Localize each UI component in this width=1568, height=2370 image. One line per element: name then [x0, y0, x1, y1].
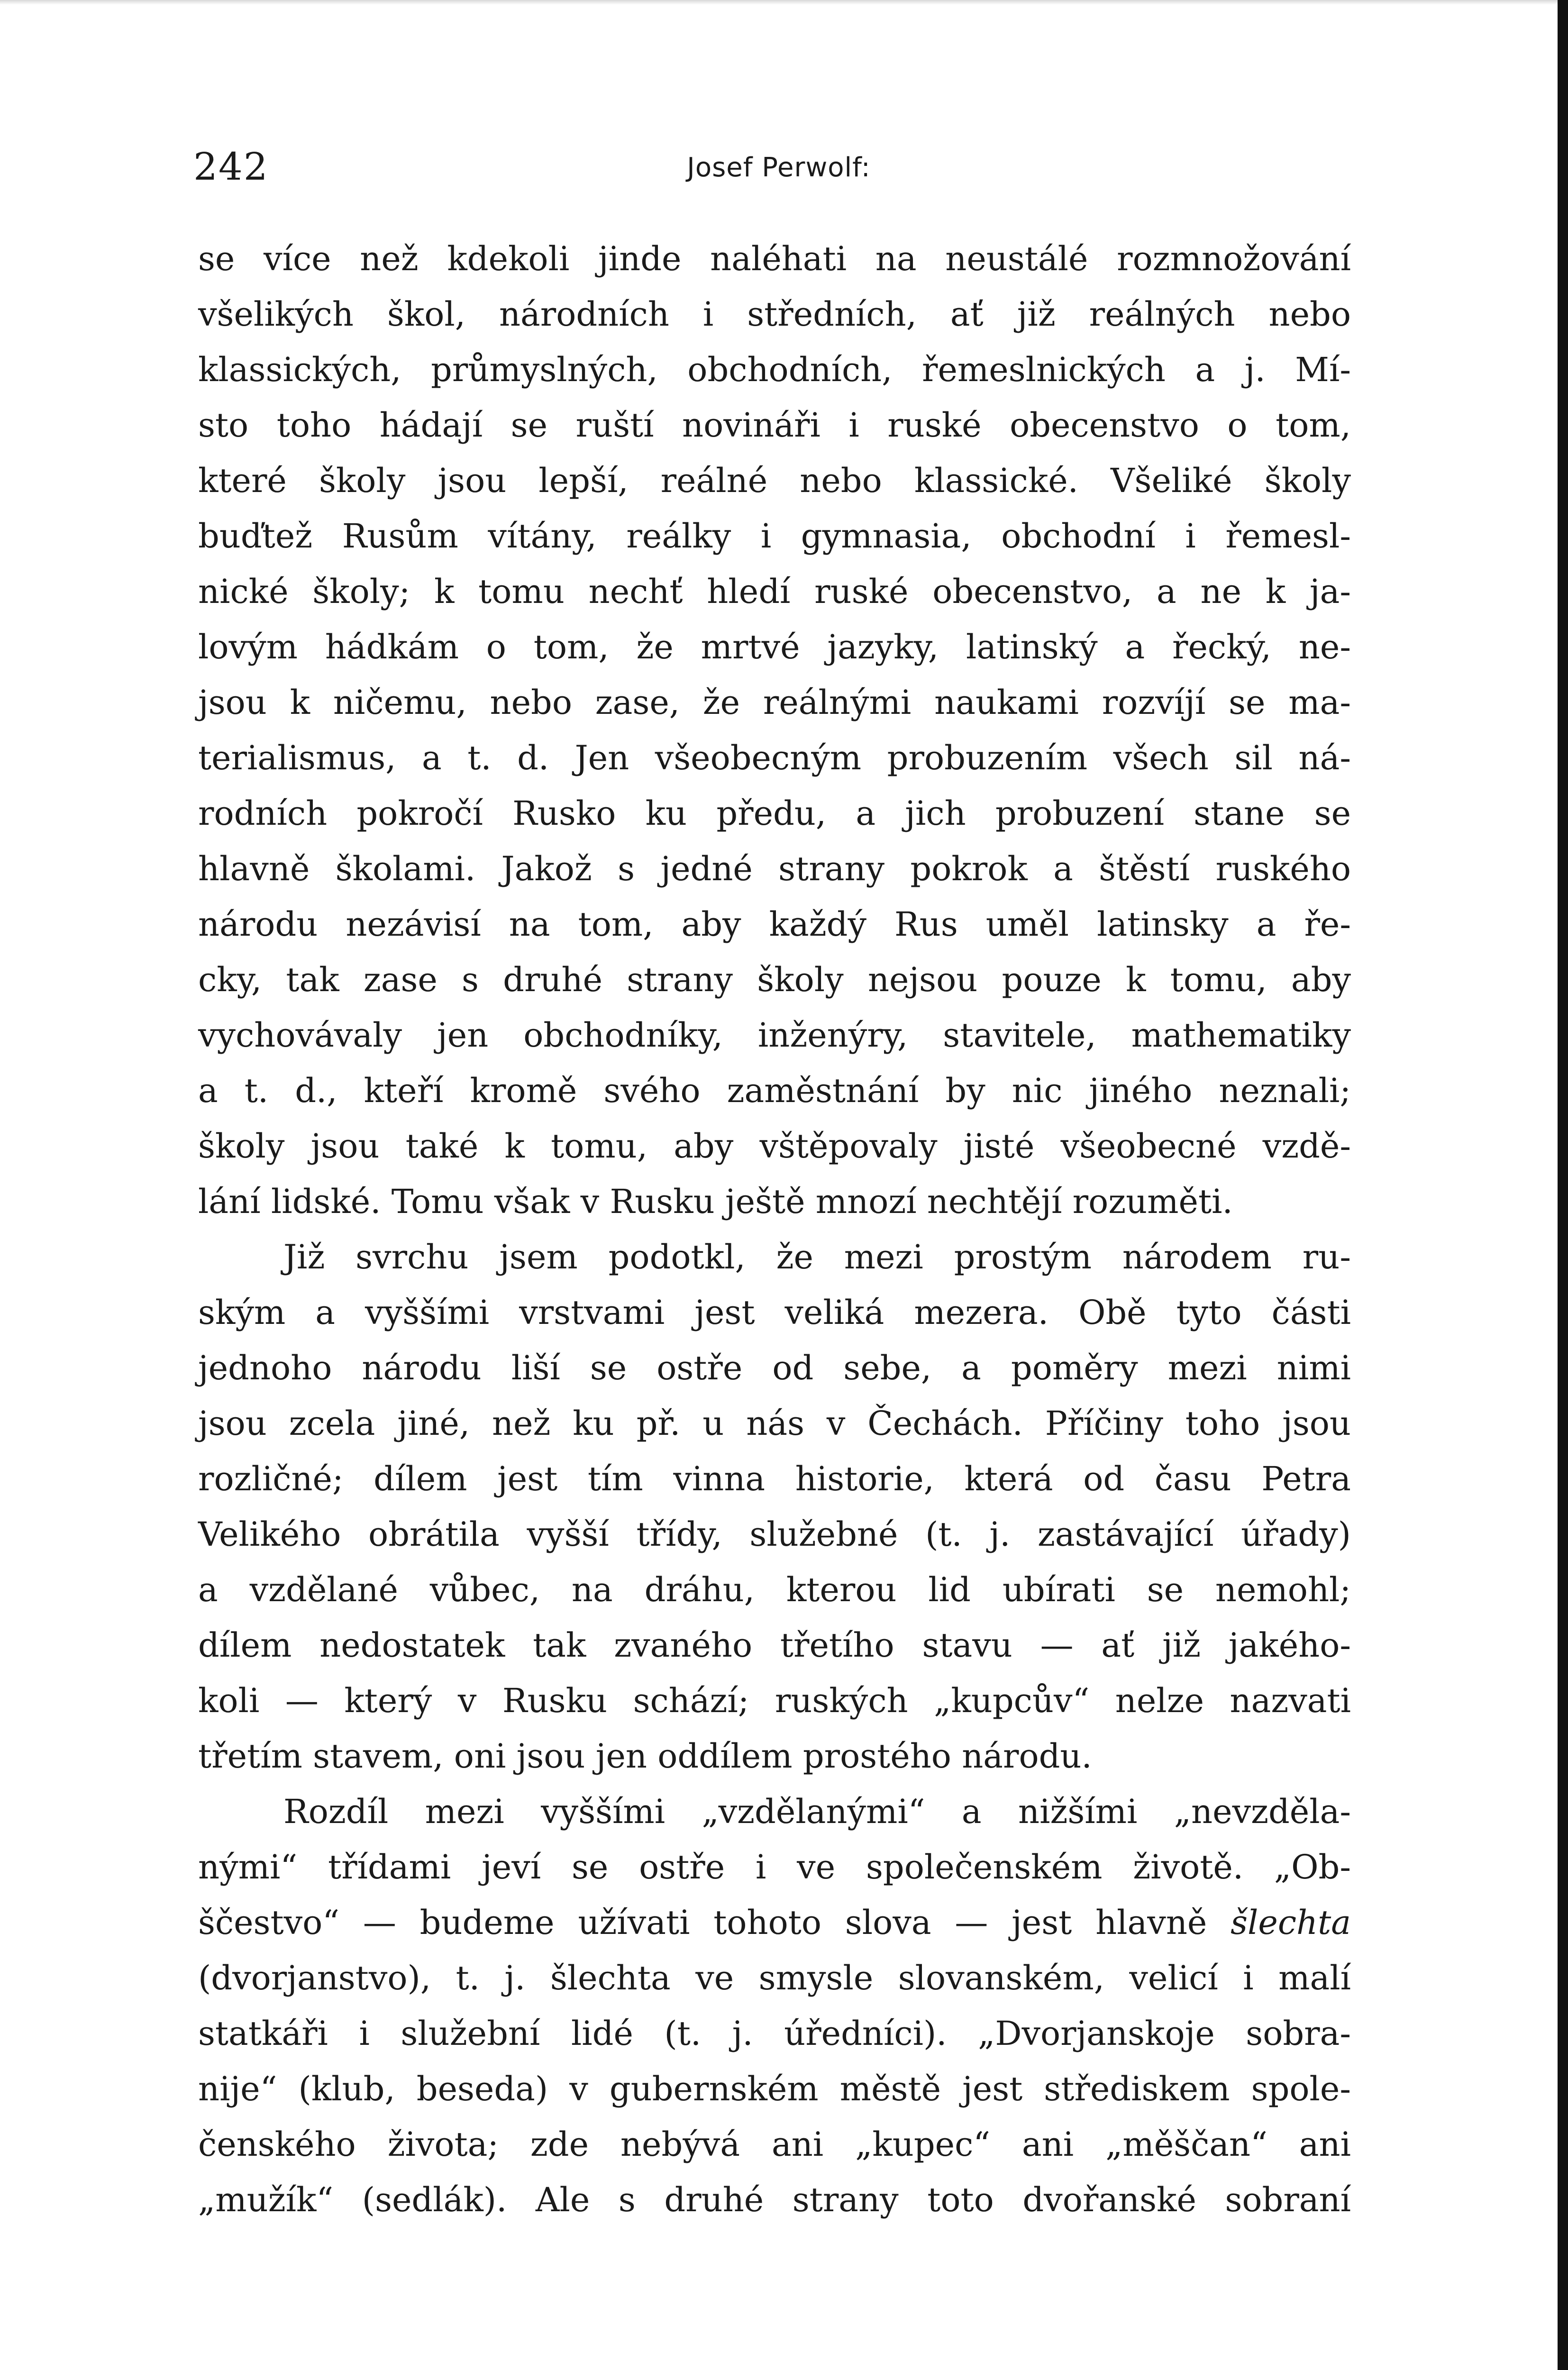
scan-top-edge	[0, 0, 1568, 5]
text-line: národu nezávisí na tom, aby každý Rus uměl latinsky a ře-	[198, 905, 1351, 944]
text-segment: ščestvo“ — budeme užívati tohoto slova — jest hlavně	[198, 1903, 1231, 1942]
text-line: klassických, průmyslných, obchodních, řemeslnických a j. Mí-	[198, 350, 1351, 389]
text-line: „mužík“ (sedlák). Ale s druhé strany toto dvořanské sobraní	[198, 2180, 1351, 2219]
text-line: čenského života; zde nebývá ani „kupec“ ani „měščan“ ani	[198, 2125, 1351, 2164]
text-line: statkáři i služební lidé (t. j. úředníci). „Dvorjanskoje sobra-	[198, 2014, 1351, 2053]
text-line: jsou zcela jiné, než ku př. u nás v Čechách. Příčiny toho jsou	[198, 1404, 1351, 1443]
text-line-with-italic	[198, 1895, 1351, 1951]
text-line: ským a vyššími vrstvami jest veliká mezera. Obě tyto části	[198, 1293, 1351, 1332]
text-line: Rozdíl mezi vyššími „vzdělanými“ a nižšími „nevzděla-	[283, 1792, 1351, 1831]
text-line: lovým hádkám o tom, že mrtvé jazyky, latinský a řecký, ne-	[198, 628, 1351, 666]
text-line: dílem nedostatek tak zvaného třetího stavu — ať již jakého-	[198, 1626, 1351, 1665]
text-line: rodních pokročí Rusko ku předu, a jich probuzení stane se	[198, 794, 1351, 833]
text-line: jednoho národu liší se ostře od sebe, a poměry mezi nimi	[198, 1349, 1351, 1387]
text-line: a vzdělané vůbec, na dráhu, kterou lid ubírati se nemohl;	[198, 1570, 1351, 1609]
text-line: se více než kdekoli jinde naléhati na neustálé rozmnožování	[198, 239, 1351, 278]
text-line: (dvorjanstvo), t. j. šlechta ve smysle slovanském, velicí i malí	[198, 1959, 1351, 1997]
text-line: terialismus, a t. d. Jen všeobecným probuzením všech sil ná-	[198, 738, 1351, 777]
italic-term: šlechta	[1231, 1903, 1351, 1942]
running-head: Josef Perwolf:	[687, 152, 871, 183]
text-line: koli — který v Rusku schází; ruských „kupcův“ nelze nazvati	[198, 1681, 1351, 1720]
text-line: všelikých škol, národních i středních, ať již reálných nebo	[198, 295, 1351, 334]
page-number: 242	[193, 145, 269, 189]
text-line: lání lidské. Tomu však v Rusku ještě mnozí nechtějí rozuměti.	[198, 1182, 1233, 1221]
text-line: Velikého obrátila vyšší třídy, služebné (t. j. zastávající úřady)	[198, 1515, 1351, 1554]
text-line: jsou k ničemu, nebo zase, že reálnými naukami rozvíjí se ma-	[198, 683, 1351, 722]
text-line: cky, tak zase s druhé strany školy nejsou pouze k tomu, aby	[198, 960, 1351, 999]
text-line: sto toho hádají se ruští novináři i ruské obecenstvo o tom,	[198, 406, 1351, 445]
text-line: rozličné; dílem jest tím vinna historie, která od času Petra	[198, 1459, 1351, 1498]
page-header	[193, 138, 1364, 195]
text-line: školy jsou také k tomu, aby vštěpovaly jisté všeobecné vzdě-	[198, 1127, 1351, 1166]
text-line: třetím stavem, oni jsou jen oddílem prostého národu.	[198, 1737, 1092, 1776]
text-line: a t. d., kteří kromě svého zaměstnání by nic jiného neznali;	[198, 1071, 1351, 1110]
text-line: vychovávaly jen obchodníky, inženýry, stavitele, mathematiky	[198, 1016, 1351, 1055]
text-line: Již svrchu jsem podotkl, že mezi prostým národem ru-	[283, 1238, 1351, 1276]
text-line: hlavně školami. Jakož s jedné strany pokrok a štěstí ruského	[198, 849, 1351, 888]
text-line: nými“ třídami jeví se ostře i ve společenském životě. „Ob-	[198, 1848, 1351, 1887]
text-line: buďtež Rusům vítány, reálky i gymnasia, obchodní i řemesl-	[198, 517, 1351, 556]
text-line: nické školy; k tomu nechť hledí ruské obecenstvo, a ne k ja-	[198, 572, 1351, 611]
text-line: které školy jsou lepší, reálné nebo klassické. Všeliké školy	[198, 461, 1351, 500]
text-line: nije“ (klub, beseda) v gubernském městě jest střediskem spole-	[198, 2069, 1351, 2108]
body-text	[198, 231, 1351, 2228]
scan-right-edge	[1558, 0, 1568, 2370]
